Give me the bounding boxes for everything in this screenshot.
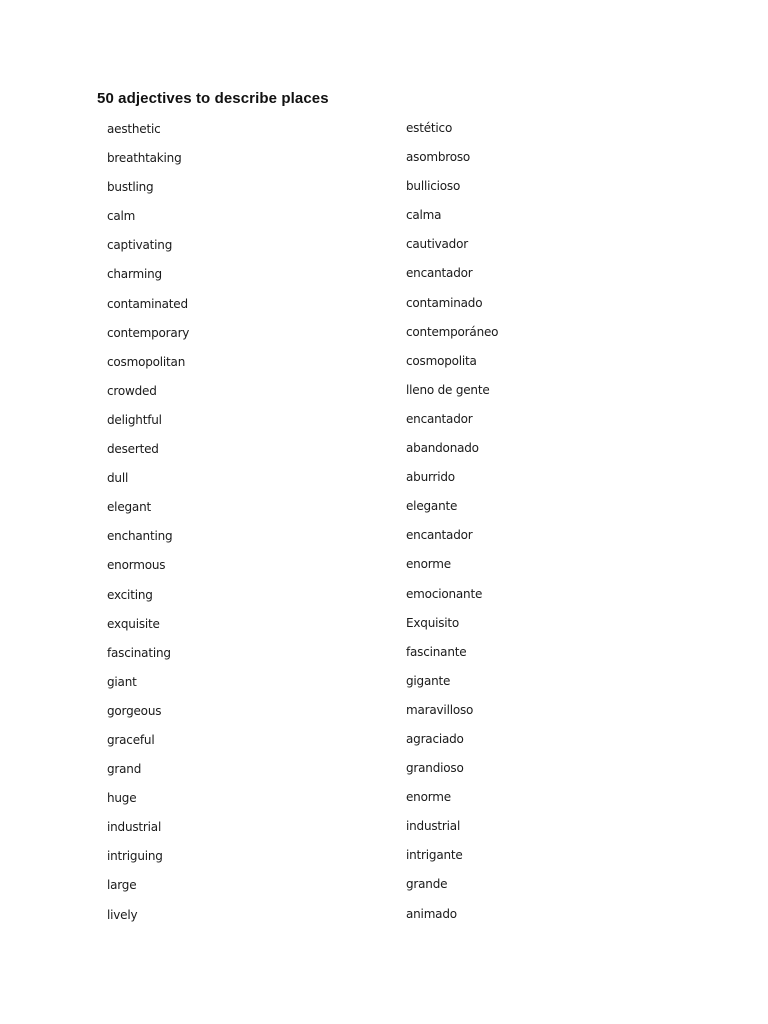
spanish-word: enorme <box>406 790 451 805</box>
table-row <box>107 145 627 174</box>
table-row <box>107 378 627 407</box>
spanish-word: cosmopolita <box>406 353 477 368</box>
spanish-word: grandioso <box>406 761 464 776</box>
table-row <box>107 203 627 232</box>
table-row <box>107 436 627 465</box>
spanish-word: encantador <box>406 411 473 426</box>
spanish-word: enorme <box>406 557 451 572</box>
english-word: contemporary <box>107 325 190 340</box>
english-word: exquisite <box>107 616 160 631</box>
spanish-word: emocionante <box>406 586 483 601</box>
spanish-word: elegante <box>406 499 458 514</box>
table-row <box>107 698 627 727</box>
table-row <box>107 407 627 436</box>
spanish-word: calma <box>406 208 442 223</box>
english-word: dull <box>107 471 129 486</box>
table-row <box>107 116 627 145</box>
spanish-word: contaminado <box>406 295 483 310</box>
english-word: gorgeous <box>107 703 162 718</box>
english-word: crowded <box>107 383 157 398</box>
table-row <box>107 494 627 523</box>
english-word: elegant <box>107 500 151 515</box>
english-word: fascinating <box>107 645 171 660</box>
english-word: enormous <box>107 558 166 573</box>
spanish-word: fascinante <box>406 644 467 659</box>
spanish-word: cautivador <box>406 237 468 252</box>
english-word: aesthetic <box>107 122 161 136</box>
spanish-word: lleno de gente <box>406 382 490 397</box>
table-row <box>107 174 627 203</box>
english-word: cosmopolitan <box>107 354 186 369</box>
english-word: large <box>107 878 137 893</box>
table-row <box>107 523 627 552</box>
table-row <box>107 291 627 320</box>
spanish-word: Exquisito <box>406 615 460 630</box>
spanish-word: animado <box>406 906 457 921</box>
table-row <box>107 785 627 814</box>
english-word: huge <box>107 791 137 806</box>
page-title: 50 adjectives to describe places <box>97 90 329 107</box>
spanish-word: bullicioso <box>406 179 461 194</box>
english-word: breathtaking <box>107 151 182 166</box>
table-row <box>107 843 627 872</box>
word-table <box>107 116 627 931</box>
table-row <box>107 611 627 640</box>
english-word: intriguing <box>107 849 163 864</box>
table-row <box>107 320 627 349</box>
spanish-word: intrigante <box>406 848 463 863</box>
spanish-word: encantador <box>406 266 473 281</box>
spanish-word: aburrido <box>406 470 455 485</box>
english-word: charming <box>107 267 162 282</box>
spanish-word: industrial <box>406 819 461 834</box>
english-word: enchanting <box>107 529 173 544</box>
spanish-word: abandonado <box>406 441 479 456</box>
english-word: calm <box>107 209 136 224</box>
table-row <box>107 669 627 698</box>
english-word: deserted <box>107 442 159 457</box>
table-row <box>107 465 627 494</box>
spanish-word: gigante <box>406 673 451 688</box>
table-row <box>107 552 627 581</box>
spanish-word: agraciado <box>406 731 464 746</box>
spanish-word: maravilloso <box>406 702 474 717</box>
english-word: lively <box>107 907 138 922</box>
table-row <box>107 582 627 611</box>
table-row <box>107 872 627 901</box>
english-word: industrial <box>107 820 162 835</box>
table-row <box>107 814 627 843</box>
spanish-word: estético <box>406 121 453 135</box>
english-word: captivating <box>107 238 173 253</box>
english-word: contaminated <box>107 296 188 311</box>
spanish-word: contemporáneo <box>406 324 499 339</box>
spanish-word: asombroso <box>406 150 471 165</box>
spanish-word: grande <box>406 877 448 892</box>
table-row <box>107 902 627 931</box>
english-word: graceful <box>107 732 155 747</box>
english-word: exciting <box>107 587 153 602</box>
table-row <box>107 756 627 785</box>
english-word: giant <box>107 674 137 689</box>
table-row <box>107 727 627 756</box>
table-row <box>107 232 627 261</box>
table-row <box>107 349 627 378</box>
table-row <box>107 640 627 669</box>
english-word: delightful <box>107 412 162 427</box>
english-word: bustling <box>107 180 154 195</box>
table-row <box>107 261 627 290</box>
spanish-word: encantador <box>406 528 473 543</box>
english-word: grand <box>107 762 142 777</box>
